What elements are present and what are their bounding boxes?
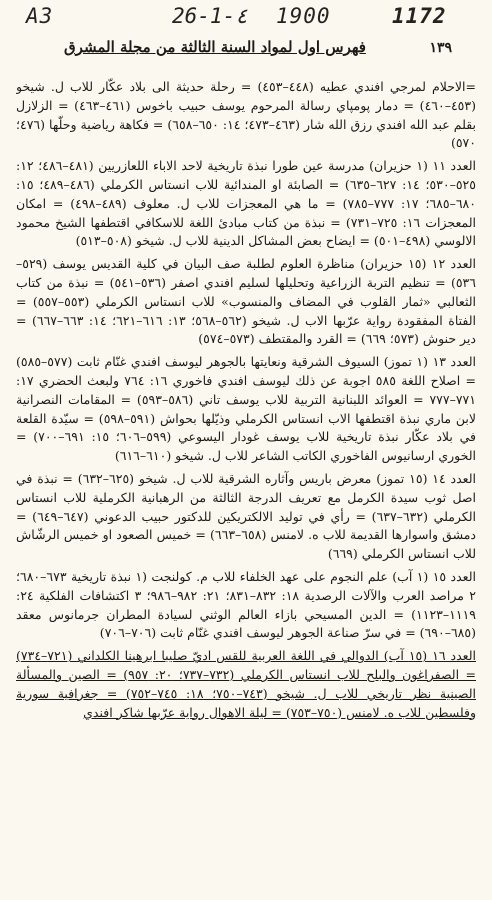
page-number: ١٣٩	[429, 40, 452, 56]
handwritten-ref-a3: A3	[26, 4, 54, 28]
handwritten-date: 26-1-٤	[172, 4, 248, 28]
handwritten-ref-number: 1172	[392, 4, 447, 28]
catalog-entry-highlighted: العدد ١٦ (١٥ آب) الدوالي في اللغة العربية للقس اديّ صليبا ابرهينا الكلداني (٧٢١–٧٣٤) = الصفراغون والبلح للاب انستاس الكرملي (٧٣٢–٧٣٧؛ ٢٠: ٩٥٧) = الصين والمسألة الصينية نظر تاريخي للاب ل. شيخو (٧٤٣–٧٥٠؛ ١٨: ٧٤٥–٧٥٢) = جغرافية سورية وفلسطين للاب ه. لامنس (٧٥٠–٧٥٣) = ليلة الاهوال رواية عرّبها شاكر افندي	[16, 648, 476, 720]
catalog-entry: =الاحلام لمرجي افندي عطيه (٤٤٨–٤٥٣) = رحلة حديثة الى بلاد عكّار للاب ل. شيخو (٤٥٣–٤٦٠) = دمار پومپاي رسالة المرحوم يوسف حبيب باخوس (٤٦١–٤٦٣) = الزلازل بقلم عبد الله افندي رزق الله شار (٤٦٣–٤٧٣؛ ١٤: ٦٥٠–٦٥٨) = فكاهة رياضية وحلّها (٤٧٦؛ ٥٧٠)	[16, 79, 476, 151]
page-title: فهرس اول لمواد السنة الثالثة من مجلة المشرق	[64, 38, 366, 56]
catalog-entry: العدد ١٤ (١٥ تموز) معرض باريس وآثاره الشرقية للاب ل. شيخو (٦٢٥–٦٣٢) = نبذة في اصل ثوب سيدة الكرمل مع تعريف الدرجة الثالثة من الرهبانية الكرملية للاب انستاس الكرملي (٦٣٢–٦٣٧) = رأي في توليد الالكتريكين للدكتور حبيب الدعوني (٦٤٧–٦٤٩) = دمشق واسوارها القديمة للاب ه. لامنس (٦٥٨–٦٦٣) = خميس الصعود او خميس الرشّاش للاب انستاس الكرملي (٦٦٩)	[16, 470, 476, 562]
catalog-entry: العدد ١٥ (١ آب) علم النجوم على عهد الخلفاء للاب م. كولنجت (١ نبذة تاريخية ٦٧٣–٦٨٠؛ ٢ مراصد العرب والآلات الرصدية ١٨: ٨٣٢–٨٣١؛ ٢١: ٩٨٢–٩٨٦؛ ٣ اكتشافات الفلكية ٢٤: ١١١٩–١١٢٣) = الدين المسيحي بازاء العالم الوثني لسيادة المطران جرمانوس معقد (٦٨٥–٦٩٠) = في سرّ صناعة الجوهر ليوسف افندي غنّام ثابت (٧٠٦–٧٠٦)	[16, 568, 476, 641]
catalog-body	[16, 78, 476, 892]
catalog-entry: العدد ١٢ (١٥ حزيران) مناظرة العلوم لطلبة صف البيان في كلية القديس يوسف (٥٢٩–٥٣٦) = تنظيم التربة الزراعية وتحليلها لسليم افندي اصفر (٥٣٦–٥٤١) = نبذة من كتاب الثعالبي «ثمار القلوب في المضاف والمنسوب» للاب انستاس الكرملي (٥٥٣–٥٥٧) = الفتاة المفقودة رواية عرّبها الاب ل. شيخو (٥٦٢–٥٦٨؛ ١٣: ٦١٦–٦٢١؛ ١٤: ٦٦٣–٦٦٧) = دير حنوش (٥٧٣؛ ٦٦٩) = القرد والمقتطف (٥٧٣–٥٧٤)	[16, 256, 476, 347]
handwritten-year: 1900	[276, 4, 331, 28]
catalog-entry: العدد ١١ (١ حزيران) مدرسة عين طورا نبذة تاريخية لاحد الاباء اللعازريين (٤٨١–٤٨٦؛ ١٢: ٥٢٥–٥٣٠؛ ١٤: ٦٢٧–٦٣٥) = الصابئة او المندائية للاب انستاس الكرملي (٤٨٦–٤٨٩؛ ١٥: ٦٨٠–٦٨٥؛ ١٧: ٧٧٧–٧٨٥) = ما هي المعجزات للاب ل. معلوف (٤٨٩–٤٩٨) = امكان المعجزات ١٦: ٧٢٥–٧٣١) = نبذة من كتاب مبادئ اللغة للاسكافي اقتطفها الشيخ محمود الالوسي (٤٩٨–٥٠١) = ايضاح بعض المشاكل الدينية للاب ل. شيخو (٥٠٨–٥١٣)	[16, 158, 476, 249]
catalog-entry: العدد ١٣ (١ تموز) السيوف الشرقية ونعايتها بالجوهر ليوسف افندي غنّام ثابت (٥٧٧–٥٨٥) = اصلاح اللغة ٥٨٥ اجوبة عن ذلك ليوسف افندي فاخوري ١٦: ٧٦٤ ولبعث الحضري ١٧: ٧٧١–٧٧٧ = العوائد اللبنانية التربية للاب يوسف تاني (٥٨٦–٥٩٣) = المقامات النصرانية لابن ماري نبذة اقتطفها الاب انستاس الكرملي وذيّلها بحواش (٥٩١–٥٩٨) = سيّدة القلعة في بلاد عكّار نبذة تاريخية للاب يوسف غودار اليسوعي (٥٩٩–٦٠٦؛ ١٥: ٦٩١–٧٠٠) = الخوري ارسانيوس الفاخوري الكاتب الشاعر للاب ل. شيخو (٦١٠–٦١٦)	[16, 354, 476, 464]
